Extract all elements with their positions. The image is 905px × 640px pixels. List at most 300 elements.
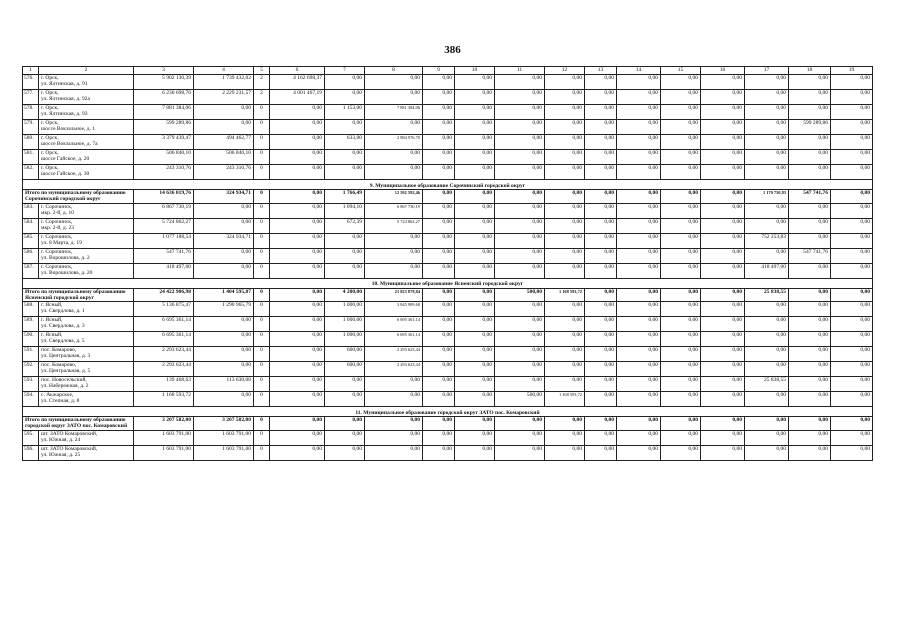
value-cell: 0,00 [545,90,585,105]
value-cell: 0,00 [661,165,701,180]
value-cell: 0 [254,302,270,317]
value-cell: 2 293 623,44 [134,347,194,362]
value-cell: 0,00 [745,120,789,135]
value-cell: 0 [254,165,270,180]
value-cell: 0,00 [661,135,701,150]
value-cell: 0,00 [455,105,495,120]
value-cell: 0,00 [617,332,661,347]
section-heading-row [23,278,873,288]
value-cell: 1 290 965,79 [194,302,254,317]
value-cell: 0,00 [545,362,585,377]
row-number: 584. [23,218,39,233]
value-cell: 2 [254,90,270,105]
value-cell: 0,00 [455,90,495,105]
value-cell: 0,00 [661,445,701,460]
value-cell: 0,00 [617,105,661,120]
total-value-cell: 547 741,76 [789,190,831,204]
municipal-total-row [23,417,873,431]
value-cell: 418 497,00 [745,263,789,278]
value-cell: 0 [254,347,270,362]
value-cell: 0,00 [585,430,617,445]
address-cell: г. Орск, шоссе Гайское, д. 30 [39,165,134,180]
total-value-cell: 0,00 [661,288,701,302]
value-cell: 0,00 [495,75,545,90]
value-cell: 0,00 [831,362,873,377]
value-cell: 0,00 [194,263,254,278]
value-cell: 0,00 [545,430,585,445]
value-cell: 0,00 [701,302,745,317]
value-cell: 0,00 [455,150,495,165]
value-cell: 0,00 [455,302,495,317]
value-cell: 0,00 [831,105,873,120]
row-number: 591. [23,347,39,362]
value-cell: 0,00 [545,218,585,233]
value-cell: 0,00 [495,263,545,278]
section-title: 10. Муниципальное образование Ясненский городской округ [23,278,873,288]
value-cell: 0,00 [585,165,617,180]
value-cell: 0,00 [365,430,423,445]
column-number-cell: 19 [831,67,873,75]
value-cell: 0,00 [495,377,545,392]
value-cell: 0,00 [270,263,325,278]
section-heading-row [23,407,873,417]
value-cell: 0,00 [455,120,495,135]
total-value-cell: 0,00 [423,288,455,302]
value-cell: 0,00 [789,317,831,332]
address-cell: г. Орск, шоссе Вокзальное, д. 7а [39,135,134,150]
value-cell: 0,00 [701,105,745,120]
value-cell: 0,00 [423,347,455,362]
total-value-cell: 0,00 [585,417,617,431]
total-value-cell: 0,00 [617,417,661,431]
value-cell: 0,00 [789,445,831,460]
value-cell: 2 293 623,44 [134,362,194,377]
value-cell: 0,00 [617,233,661,248]
value-cell: 0,00 [545,105,585,120]
total-value-cell: 1 170 750,83 [745,190,789,204]
value-cell: 0,00 [789,75,831,90]
value-cell: 0,00 [831,430,873,445]
value-cell: 1 000,00 [325,317,365,332]
value-cell: 0,00 [455,263,495,278]
value-cell: 0,00 [455,347,495,362]
value-cell: 0,00 [617,317,661,332]
table-row [23,377,873,392]
value-cell: 506 840,10 [134,150,194,165]
value-cell: 0,00 [455,248,495,263]
value-cell: 0,00 [617,430,661,445]
value-cell: 0,00 [585,332,617,347]
value-cell: 0,00 [270,165,325,180]
value-cell: 0,00 [455,392,495,407]
row-number: 585. [23,233,39,248]
value-cell: 0,00 [745,445,789,460]
value-cell: 2 884 976,70 [365,135,423,150]
value-cell: 0,00 [745,430,789,445]
value-cell: 0,00 [585,135,617,150]
value-cell: 0 [254,150,270,165]
total-value-cell: 0,00 [495,190,545,204]
row-number: 576. [23,75,39,90]
value-cell: 633,00 [325,135,365,150]
value-cell: 0,00 [194,347,254,362]
value-cell: 0,00 [365,150,423,165]
column-number-cell: 13 [585,67,617,75]
value-cell: 0,00 [831,120,873,135]
value-cell: 0,00 [423,263,455,278]
total-value-cell: 0,00 [545,190,585,204]
value-cell: 243 310,76 [194,165,254,180]
address-cell: г. Орск, ул. Ялтинская, д. 93 [39,105,134,120]
value-cell: 0,00 [270,362,325,377]
value-cell: 0 [254,218,270,233]
address-cell: г. Сорочинск, мкр. 2-й, д. 23 [39,218,134,233]
value-cell: 0,00 [455,203,495,218]
value-cell: 0,00 [617,203,661,218]
column-number-cell: 6 [270,67,325,75]
total-value-cell: 0,00 [661,417,701,431]
total-value-cell: 12 592 592,46 [365,190,423,204]
value-cell: 0,00 [545,445,585,460]
value-cell: 0,00 [270,120,325,135]
value-cell: 0,00 [661,120,701,135]
value-cell: 0,00 [831,150,873,165]
value-cell: 0,00 [455,135,495,150]
value-cell: 1 603 791,00 [134,430,194,445]
value-cell: 0,00 [585,248,617,263]
value-cell: 0 [254,120,270,135]
value-cell: 0,00 [455,75,495,90]
total-value-cell: 0,00 [365,417,423,431]
table-row [23,233,873,248]
address-cell: г. Ясный, ул. Свердлова, д. 5 [39,332,134,347]
value-cell: 0,00 [831,377,873,392]
value-cell: 0,00 [789,263,831,278]
value-cell: 0,00 [701,332,745,347]
row-number: 596. [23,445,39,460]
value-cell: 0,00 [270,218,325,233]
value-cell: 0,00 [831,165,873,180]
table-row [23,135,873,150]
total-value-cell: 21 823 878,84 [365,288,423,302]
table-row [23,203,873,218]
value-cell: 6 695 361,14 [134,332,194,347]
row-number: 588. [23,302,39,317]
value-cell: 0,00 [545,263,585,278]
total-value-cell: 0,00 [701,190,745,204]
total-value-cell: 0,00 [585,190,617,204]
value-cell: 0,00 [194,218,254,233]
value-cell: 0,00 [831,90,873,105]
value-cell: 0,00 [661,75,701,90]
value-cell: 0,00 [423,302,455,317]
value-cell: 0,00 [455,332,495,347]
total-value-cell: 0,00 [701,417,745,431]
value-cell: 0,00 [789,233,831,248]
value-cell: 0,00 [617,135,661,150]
total-label: Итого по муниципальному образованию Ясненский городской округ [23,288,134,302]
value-cell: 0,00 [701,445,745,460]
value-cell: 0,00 [831,347,873,362]
row-number: 581. [23,150,39,165]
table-row [23,362,873,377]
value-cell: 0,00 [585,392,617,407]
column-number-cell: 8 [365,67,423,75]
row-number: 578. [23,105,39,120]
value-cell: 0,00 [745,203,789,218]
value-cell: 0,00 [423,165,455,180]
column-number-cell: 7 [325,67,365,75]
value-cell: 0,00 [701,347,745,362]
value-cell: 0 [254,105,270,120]
value-cell: 0,00 [745,347,789,362]
value-cell: 0,00 [325,75,365,90]
register-table-container [22,66,873,461]
value-cell: 0,00 [831,233,873,248]
value-cell: 600,00 [325,347,365,362]
value-cell: 0,00 [270,302,325,317]
total-value-cell: 0,00 [423,190,455,204]
value-cell: 0,00 [701,377,745,392]
total-label: Итого по муниципальному образованию городской округ ЗАТО пос. Комаровский [23,417,134,431]
value-cell: 0,00 [789,105,831,120]
value-cell: 0,00 [701,317,745,332]
table-row [23,332,873,347]
value-cell: 752 253,83 [745,233,789,248]
value-cell: 0,00 [585,445,617,460]
value-cell: 25 838,55 [745,377,789,392]
value-cell: 0,00 [831,203,873,218]
value-cell: 0,00 [423,135,455,150]
value-cell: 6 695 361,14 [134,317,194,332]
value-cell: 2 293 623,44 [365,347,423,362]
value-cell: 0,00 [423,430,455,445]
value-cell: 547 741,76 [789,248,831,263]
column-number-cell: 14 [617,67,661,75]
value-cell: 0,00 [545,302,585,317]
value-cell: 0,00 [701,430,745,445]
value-cell: 0,00 [745,150,789,165]
value-cell: 0,00 [617,218,661,233]
value-cell: 0,00 [270,203,325,218]
total-value-cell: 1 766,49 [325,190,365,204]
total-value-cell: 3 207 582,00 [194,417,254,431]
value-cell: 0,00 [661,203,701,218]
value-cell: 0,00 [585,203,617,218]
value-cell: 1 077 188,54 [134,233,194,248]
column-number-row [23,67,873,75]
value-cell: 0,00 [325,165,365,180]
address-cell: г. Орск, шоссе Гайское, д. 20 [39,150,134,165]
column-number-cell: 5 [254,67,270,75]
value-cell: 1 739 432,02 [194,75,254,90]
value-cell: 0,00 [194,362,254,377]
value-cell: 2 [254,75,270,90]
value-cell: 0,00 [745,75,789,90]
value-cell: 0,00 [194,392,254,407]
value-cell: 0,00 [617,347,661,362]
column-number-cell: 9 [423,67,455,75]
value-cell: 4 162 698,37 [270,75,325,90]
value-cell: 0,00 [545,203,585,218]
address-cell: пос. Новосельский, ул. Набережная, д. 2 [39,377,134,392]
value-cell: 1 094,10 [325,203,365,218]
value-cell: 0,00 [545,135,585,150]
value-cell: 0,00 [495,135,545,150]
total-value-cell: 0,00 [455,417,495,431]
table-row [23,75,873,90]
value-cell: 0 [254,377,270,392]
value-cell: 0,00 [831,248,873,263]
total-value-cell: 0,00 [455,288,495,302]
value-cell: 0,00 [661,150,701,165]
table-row [23,347,873,362]
value-cell: 0,00 [365,75,423,90]
value-cell: 0,00 [701,120,745,135]
value-cell: 0,00 [545,233,585,248]
value-cell: 0,00 [194,317,254,332]
value-cell: 0,00 [495,430,545,445]
total-value-cell: 0,00 [495,417,545,431]
value-cell: 0,00 [423,90,455,105]
value-cell: 5 724 862,27 [134,218,194,233]
value-cell: 0,00 [365,120,423,135]
value-cell: 599 289,86 [134,120,194,135]
value-cell: 0,00 [745,332,789,347]
value-cell: 1 603 791,00 [194,445,254,460]
value-cell: 0,00 [455,218,495,233]
total-label: Итого по муниципальному образованию Сорочинский городской округ [23,190,134,204]
table-row [23,165,873,180]
value-cell: 0,00 [495,302,545,317]
value-cell: 7 881 384,06 [365,105,423,120]
value-cell: 0,00 [455,430,495,445]
value-cell: 0,00 [455,445,495,460]
column-number-cell: 18 [789,67,831,75]
value-cell: 0 [254,263,270,278]
total-value-cell: 0,00 [789,288,831,302]
value-cell: 0,00 [423,317,455,332]
table-row [23,105,873,120]
value-cell: 0,00 [495,233,545,248]
value-cell: 0,00 [789,203,831,218]
value-cell: 0,00 [495,362,545,377]
row-number: 586. [23,248,39,263]
value-cell: 0,00 [789,135,831,150]
total-value-cell: 0,00 [789,417,831,431]
value-cell: 0,00 [745,362,789,377]
value-cell: 0,00 [617,392,661,407]
value-cell: 0,00 [365,165,423,180]
value-cell: 0,00 [545,165,585,180]
value-cell: 0,00 [545,120,585,135]
page-number: 386 [444,44,461,56]
value-cell: 0,00 [831,445,873,460]
total-value-cell: 25 838,55 [745,288,789,302]
value-cell: 0,00 [270,445,325,460]
value-cell: 0,00 [617,165,661,180]
value-cell: 0 [254,430,270,445]
value-cell: 0,00 [701,218,745,233]
total-value-cell: 0,00 [661,190,701,204]
total-value-cell: 0,00 [745,417,789,431]
value-cell: 0,00 [585,120,617,135]
value-cell: 547 741,76 [134,248,194,263]
value-cell: 0,00 [545,248,585,263]
value-cell: 0,00 [789,218,831,233]
column-number-cell: 3 [134,67,194,75]
value-cell: 0,00 [789,362,831,377]
total-value-cell: 0,00 [270,417,325,431]
value-cell: 0,00 [585,347,617,362]
value-cell: 0,00 [831,332,873,347]
address-cell: г. Ясный, ул. Свердлова, д. 1 [39,302,134,317]
value-cell: 0,00 [365,263,423,278]
value-cell: 0,00 [423,392,455,407]
value-cell: 0,00 [545,317,585,332]
address-cell: г. Сорочинск, ул. Ворошилова, д. 2 [39,248,134,263]
value-cell: 6 695 361,14 [365,332,423,347]
value-cell: 0,00 [545,75,585,90]
row-number: 590. [23,332,39,347]
value-cell: 0,00 [270,248,325,263]
row-number: 577. [23,90,39,105]
value-cell: 0,00 [789,430,831,445]
value-cell: 0,00 [701,263,745,278]
value-cell: 672,39 [325,218,365,233]
value-cell: 0,00 [585,90,617,105]
value-cell: 0 [254,135,270,150]
value-cell: 0,00 [325,392,365,407]
value-cell: 2 229 231,57 [194,90,254,105]
column-number-cell: 10 [455,67,495,75]
value-cell: 0,00 [661,248,701,263]
value-cell: 0,00 [585,317,617,332]
value-cell: 0,00 [495,105,545,120]
value-cell: 324 934,71 [194,233,254,248]
row-number: 594. [23,392,39,407]
total-value-cell: 0,00 [585,288,617,302]
value-cell: 0,00 [789,150,831,165]
total-value-cell: 0,00 [270,288,325,302]
value-cell: 0,00 [455,233,495,248]
column-number-cell: 11 [495,67,545,75]
value-cell: 0,00 [701,90,745,105]
value-cell: 0,00 [585,377,617,392]
value-cell: 0,00 [701,248,745,263]
value-cell: 0,00 [325,248,365,263]
value-cell: 0,00 [194,332,254,347]
value-cell: 0,00 [545,377,585,392]
total-value-cell: 0 [254,190,270,204]
value-cell: 0,00 [585,105,617,120]
value-cell: 0,00 [325,90,365,105]
value-cell: 0,00 [661,90,701,105]
table-row [23,218,873,233]
row-number: 579. [23,120,39,135]
value-cell: 0,00 [585,150,617,165]
column-number-cell: 4 [194,67,254,75]
value-cell: 0,00 [495,317,545,332]
value-cell: 0,00 [617,75,661,90]
column-number-cell: 17 [745,67,789,75]
row-number: 589. [23,317,39,332]
value-cell: 0,00 [617,90,661,105]
value-cell: 0,00 [423,377,455,392]
table-row [23,392,873,407]
value-cell: 0,00 [701,392,745,407]
value-cell: 0,00 [789,347,831,362]
